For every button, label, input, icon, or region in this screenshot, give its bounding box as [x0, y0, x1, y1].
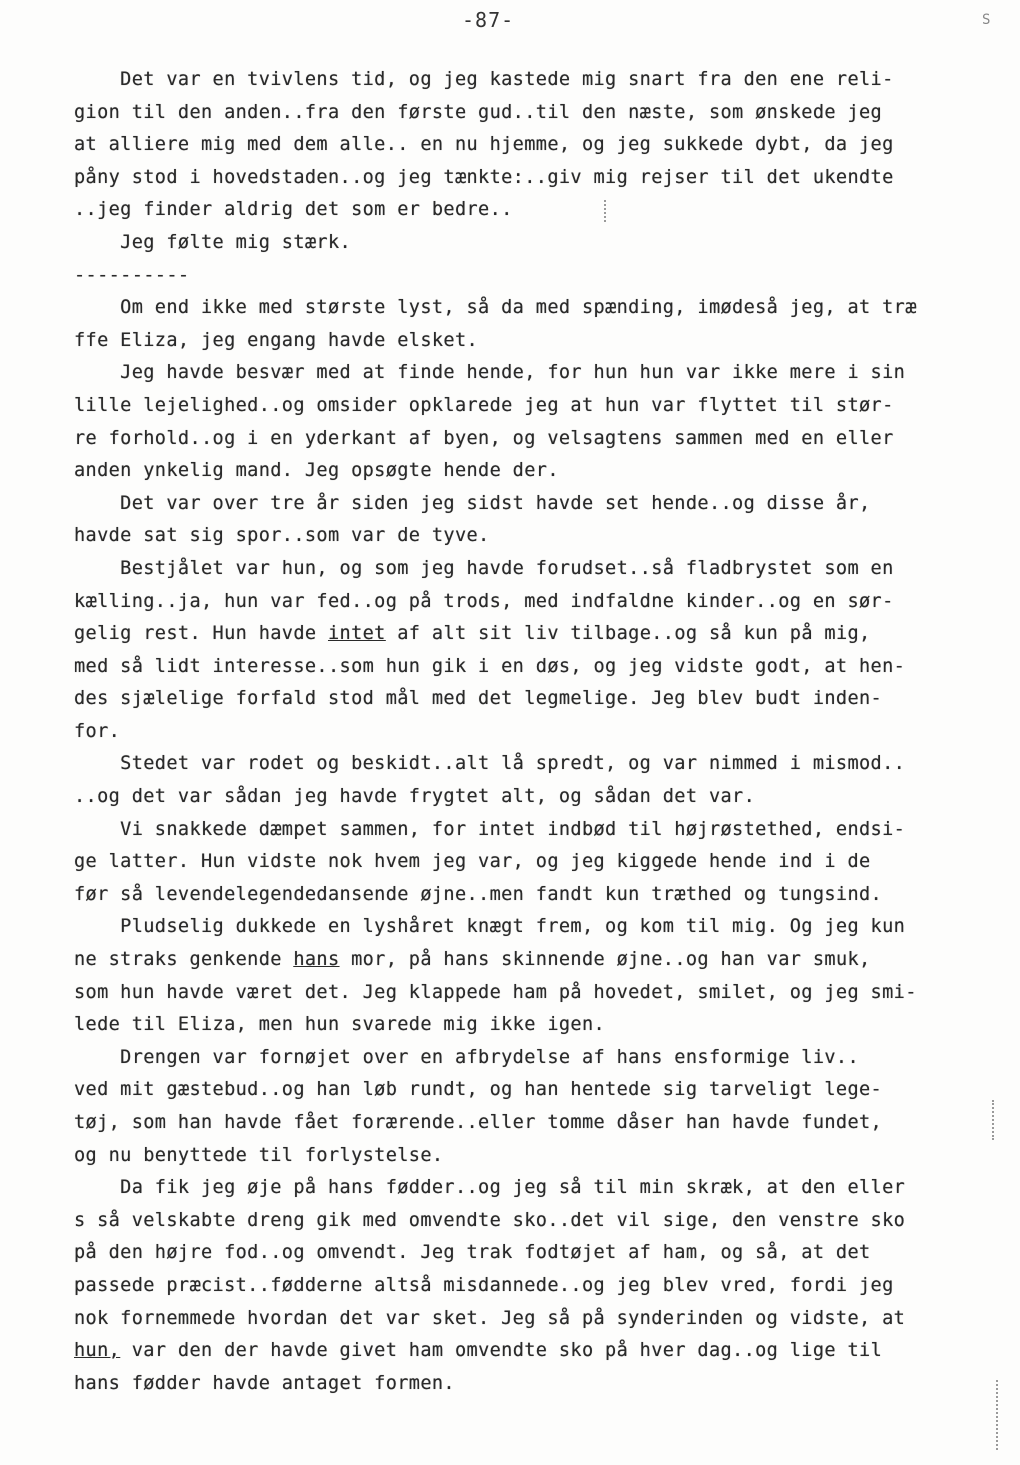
text-line: Vi snakkede dæmpet sammen, for intet indbød til højrøstethed, endsi-	[74, 818, 906, 840]
text-line: Pludselig dukkede en lyshåret knægt frem, og kom til mig. Og jeg kun	[74, 916, 906, 938]
text-line: at alliere mig med dem alle.. en nu hjemme, og jeg sukkede dybt, da jeg	[74, 134, 894, 156]
text-line: gelig rest. Hun havde intet af alt sit liv tilbage..og så kun på mig,	[74, 623, 871, 645]
text-line: Jeg følte mig stærk.	[74, 231, 352, 253]
text-line: passede præcist..fødderne altså misdannede..og jeg blev vred, fordi jeg	[74, 1274, 894, 1296]
text-line: for.	[74, 720, 121, 742]
text-line: og nu benyttede til forlystelse.	[74, 1144, 444, 1166]
text-line: des sjælelige forfald stod mål med det legmelige. Jeg blev budt inden-	[74, 688, 883, 710]
text-line: lede til Eliza, men hun svarede mig ikke igen.	[74, 1014, 606, 1036]
text-line: ..og det var sådan jeg havde frygtet alt, og sådan det var.	[74, 786, 756, 808]
text-line: ne straks genkende hans mor, på hans skinnende øjne..og han var smuk,	[74, 949, 871, 971]
text-line: tøj, som han havde fået forærende..eller tomme dåser han havde fundet,	[74, 1112, 883, 1133]
text-line: Stedet var rodet og beskidt..alt lå spredt, og var nimmed i mismod..	[74, 753, 906, 775]
text-line: ----------	[74, 264, 190, 286]
text-line: på den højre fod..og omvendt. Jeg trak fodtøjet af ham, og så, at det	[74, 1242, 871, 1264]
text-line: havde sat sig spor..som var de tyve.	[74, 525, 490, 547]
text-line: kælling..ja, hun var fed..og på trods, med indfaldne kinder..og en sør-	[74, 590, 894, 612]
text-line: anden ynkelig mand. Jeg opsøgte hende der.	[74, 460, 559, 482]
text-line: ..jeg finder aldrig det som er bedre..	[74, 199, 513, 221]
text-line: Da fik jeg øje på hans fødder..og jeg så til min skræk, at den eller	[74, 1177, 906, 1199]
text-line: Det var over tre år siden jeg sidst havde set hende..og disse år,	[74, 492, 871, 514]
page-number: -87-	[462, 8, 515, 32]
underlined-word: hans	[293, 949, 340, 971]
text-line: Bestjålet var hun, og som jeg havde forudset..så fladbrystet som en	[74, 557, 894, 579]
text-line: som hun havde været det. Jeg klappede ham på hovedet, smilet, og jeg smi-	[74, 981, 917, 1003]
body-text	[74, 64, 1004, 1400]
text-line: Det var en tvivlens tid, og jeg kastede mig snart fra den ene reli-	[74, 69, 894, 90]
text-line: gion til den anden..fra den første gud..til den næste, som ønskede jeg	[74, 101, 883, 123]
margin-scan-mark	[992, 1100, 995, 1140]
text-line: påny stod i hovedstaden..og jeg tænkte:..giv mig rejser til det ukendte	[74, 166, 894, 188]
text-line: med så lidt interesse..som hun gik i en døs, og jeg vidste godt, at hen-	[74, 655, 906, 677]
underlined-word: hun,	[74, 1340, 121, 1362]
text-line: lille lejelighed..og omsider opklarede jeg at hun var flyttet til stør-	[74, 394, 894, 416]
text-line: Drengen var fornøjet over en afbrydelse af hans ensformige liv..	[74, 1046, 860, 1068]
text-line: s så velskabte dreng gik med omvendte sko..det vil sige, den venstre sko	[74, 1209, 906, 1231]
margin-scan-mark	[996, 1380, 999, 1450]
text-line: ved mit gæstebud..og han løb rundt, og han hentede sig tarveligt lege-	[74, 1079, 883, 1101]
text-line: Om end ikke med største lyst, så da med spænding, imødeså jeg, at træ	[74, 297, 917, 319]
corner-mark: S	[982, 12, 991, 28]
text-line: re forhold..og i en yderkant af byen, og velsagtens sammen med en eller	[74, 427, 894, 449]
underlined-word: intet	[327, 623, 386, 645]
text-line: ge latter. Hun vidste nok hvem jeg var, og jeg kiggede hende ind i de	[74, 851, 871, 873]
text-line: hans fødder havde antaget formen.	[74, 1372, 455, 1394]
text-line: hun, var den der havde givet ham omvendte sko på hver dag..og lige til	[74, 1340, 883, 1362]
text-line: Jeg havde besvær med at finde hende, for hun hun var ikke mere i sin	[74, 362, 906, 384]
margin-scan-mark	[604, 200, 607, 222]
text-line: nok fornemmede hvordan det var sket. Jeg så på synderinden og vidste, at	[74, 1307, 906, 1329]
text-line: før så levendelegendedansende øjne..men fandt kun træthed og tungsind.	[74, 883, 883, 905]
text-line: ffe Eliza, jeg engang havde elsket.	[74, 329, 479, 351]
